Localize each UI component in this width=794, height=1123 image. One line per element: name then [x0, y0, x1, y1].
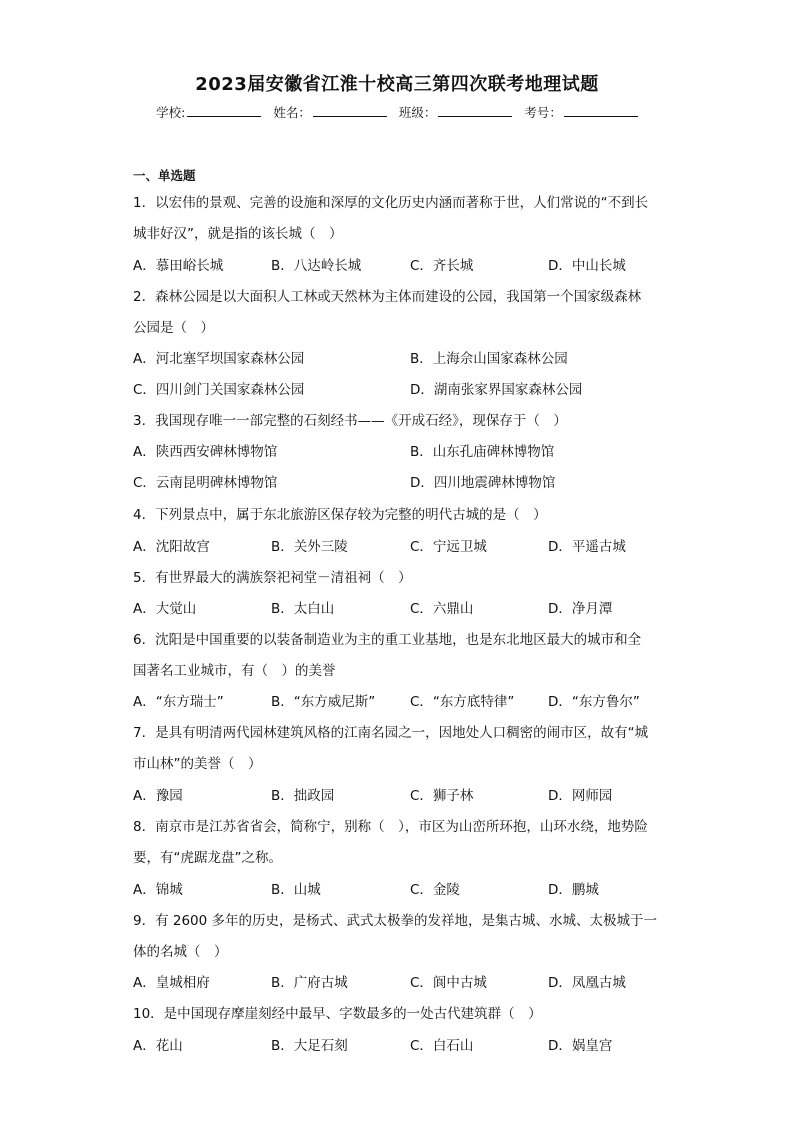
option-b[interactable]: B．广府古城	[271, 975, 348, 991]
question-10-options	[133, 1034, 693, 1054]
option-b[interactable]: B．山城	[271, 882, 321, 898]
option-d[interactable]: D．中山长城	[548, 258, 626, 274]
option-a[interactable]: A．“东方瑞士”	[133, 694, 224, 710]
section-heading: 一、单选题	[133, 168, 196, 183]
exam-no-blank[interactable]	[564, 104, 638, 117]
option-c[interactable]: C．六鼎山	[410, 601, 474, 617]
exam-title: 2023届安徽省江淮十校高三第四次联考地理试题	[195, 74, 599, 95]
question-7-line-2: 市山林”的美誉（ ）	[133, 756, 262, 772]
question-7-options	[133, 784, 693, 804]
school-blank[interactable]	[187, 104, 261, 117]
class-blank[interactable]	[438, 104, 512, 117]
option-b[interactable]: B．八达岭长城	[271, 258, 362, 274]
option-d[interactable]: D．净月潭	[548, 601, 613, 617]
question-8-line-1: 8．南京市是江苏省省会，简称宁，别称（ ），市区为山峦所环抱，山环水绕，地势险	[133, 819, 648, 835]
class-label: 班级：	[398, 105, 437, 120]
exam-no-label: 考号：	[524, 105, 562, 120]
option-b[interactable]: B．拙政园	[271, 788, 335, 804]
question-9-options	[133, 971, 693, 991]
option-c[interactable]: C．云南昆明碑林博物馆	[133, 475, 278, 491]
option-c[interactable]: C．“东方底特律”	[410, 694, 515, 710]
option-a[interactable]: A．锦城	[133, 882, 183, 898]
option-c[interactable]: C．金陵	[410, 882, 460, 898]
question-7-line-1: 7．是具有明清两代园林建筑风格的江南名园之一，因地处人口稠密的闹市区，故有“城	[133, 725, 649, 741]
name-label: 姓名：	[273, 105, 311, 120]
school-field	[156, 103, 261, 121]
option-c[interactable]: C．宁远卫城	[410, 539, 487, 555]
option-a[interactable]: A．河北塞罕坝国家森林公园	[133, 351, 305, 367]
question-2-line-1: 2．森林公园是以大面积人工林或天然林为主体而建设的公园，我国第一个国家级森林	[133, 289, 642, 305]
question-1-line-1: 1．以宏伟的景观、完善的设施和深厚的文化历史内涵而著称于世，人们常说的“不到长	[133, 195, 649, 211]
option-d[interactable]: D．平遥古城	[548, 539, 626, 555]
question-2-line-2: 公园是（ ）	[133, 320, 214, 336]
question-2-options-row-2	[133, 378, 693, 398]
option-d[interactable]: D．网师园	[548, 788, 613, 804]
question-3-options-row-2	[133, 471, 693, 491]
option-d[interactable]: D．凤凰古城	[548, 975, 626, 991]
option-b[interactable]: B．大足石刻	[271, 1038, 348, 1054]
option-c[interactable]: C．白石山	[410, 1038, 474, 1054]
student-info-row	[0, 103, 794, 121]
question-6-line-1: 6．沈阳是中国重要的以装备制造业为主的重工业基地，也是东北地区最大的城市和全	[133, 632, 642, 648]
question-2-options-row-1	[133, 347, 693, 367]
option-a[interactable]: A．大觉山	[133, 601, 197, 617]
option-a[interactable]: A．慕田峪长城	[133, 258, 224, 274]
option-b[interactable]: B．太白山	[271, 601, 335, 617]
option-d[interactable]: D．鹏城	[548, 882, 599, 898]
question-3-options-row-1	[133, 440, 693, 460]
class-field	[399, 103, 513, 121]
option-c[interactable]: C．狮子林	[410, 788, 474, 804]
option-d[interactable]: D．娲皇宫	[548, 1038, 613, 1054]
question-9-line-2: 体的名城（ ）	[133, 944, 228, 960]
option-c[interactable]: C．齐长城	[410, 258, 474, 274]
option-b[interactable]: B．上海佘山国家森林公园	[410, 351, 568, 367]
question-4-line-1: 4．下列景点中，属于东北旅游区保存较为完整的明代古城的是（ ）	[133, 507, 547, 523]
name-field	[273, 103, 387, 121]
question-9-line-1: 9．有 2600 多年的历史，是杨式、武式太极拳的发祥地，是集古城、水城、太极城于一	[133, 913, 658, 929]
option-d[interactable]: D．四川地震碑林博物馆	[410, 475, 556, 491]
question-8-options	[133, 878, 693, 898]
question-1-line-2: 城非好汉”，就是指的该长城（ ）	[133, 226, 343, 242]
option-d[interactable]: D．湖南张家界国家森林公园	[410, 382, 583, 398]
question-3-line-1: 3．我国现存唯一一部完整的石刻经书——《开成石经》，现保存于（ ）	[133, 413, 567, 429]
option-d[interactable]: D．“东方鲁尔”	[548, 694, 640, 710]
option-c[interactable]: C．四川剑门关国家森林公园	[133, 382, 305, 398]
option-b[interactable]: B．“东方威尼斯”	[271, 694, 376, 710]
question-1-options	[133, 254, 693, 274]
name-blank[interactable]	[313, 104, 387, 117]
question-4-options	[133, 535, 693, 555]
option-c[interactable]: C．阆中古城	[410, 975, 487, 991]
question-8-line-2: 要，有“虎踞龙盘”之称。	[133, 850, 282, 866]
question-6-options	[133, 690, 693, 710]
option-b[interactable]: B．关外三陵	[271, 539, 348, 555]
option-a[interactable]: A．豫园	[133, 788, 183, 804]
option-a[interactable]: A．花山	[133, 1038, 183, 1054]
question-5-options	[133, 597, 693, 617]
option-a[interactable]: A．沈阳故宫	[133, 539, 210, 555]
question-6-line-2: 国著名工业城市，有（ ）的美誉	[133, 663, 336, 679]
question-5-line-1: 5．有世界最大的满族祭祀祠堂－清祖祠（ ）	[133, 570, 412, 586]
option-b[interactable]: B．山东孔庙碑林博物馆	[410, 444, 555, 460]
question-10-line-1: 10．是中国现存摩崖刻经中最早、字数最多的一处古代建筑群（ ）	[133, 1006, 542, 1022]
exam-no-field	[524, 103, 638, 121]
option-a[interactable]: A．陕西西安碑林博物馆	[133, 444, 278, 460]
school-label: 学校:	[156, 105, 186, 120]
option-a[interactable]: A．皇城相府	[133, 975, 210, 991]
